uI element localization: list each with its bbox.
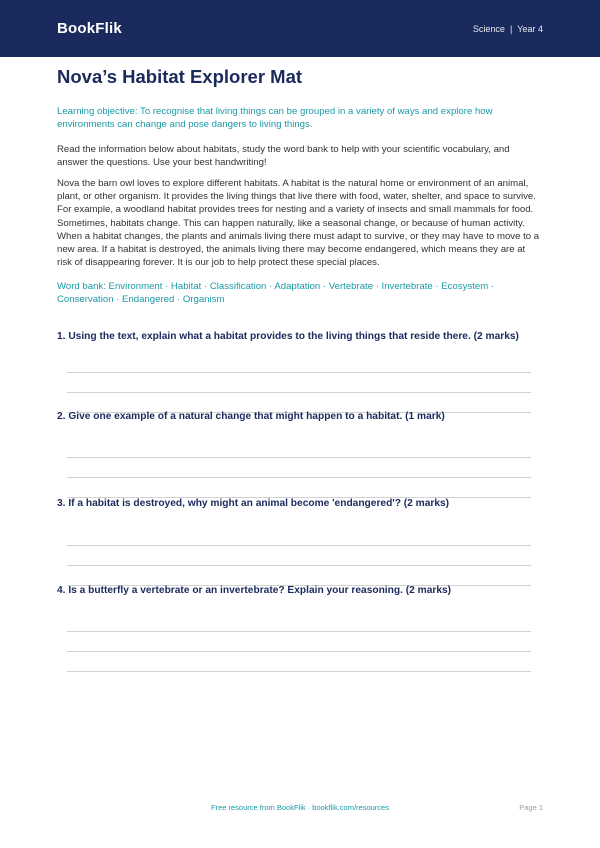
answer-line[interactable]	[67, 651, 531, 652]
answer-line[interactable]	[67, 497, 531, 498]
answer-lines-2[interactable]	[67, 457, 531, 498]
footer-source-link[interactable]: Free resource from BookFlik · bookflik.com/resources	[211, 803, 389, 812]
answer-line[interactable]	[67, 372, 531, 373]
question-4: 4. Is a butterfly a vertebrate or an invertebrate? Explain your reasoning. (2 marks)	[57, 584, 452, 596]
instructions: Read the information below about habitats, study the word bank to help with your scientific vocabulary, and answer the questions. Use your best handwriting!	[57, 144, 510, 168]
question-block-1	[57, 330, 541, 413]
page-title: Nova’s Habitat Explorer Mat	[57, 66, 303, 87]
subject-year-label	[473, 24, 543, 34]
subject-label: Science	[472, 23, 505, 34]
answer-line[interactable]	[67, 631, 531, 632]
answer-lines-1[interactable]	[67, 372, 531, 413]
question-2: 2. Give one example of a natural change that might happen to a habitat. (1 mark)	[57, 410, 445, 422]
answer-line[interactable]	[67, 392, 531, 393]
year-label: Year 4	[517, 23, 543, 34]
brand-logo: BookFlik	[57, 20, 122, 37]
answer-lines-4[interactable]	[67, 631, 531, 672]
subject-separator: |	[509, 23, 513, 34]
page-header	[0, 0, 600, 57]
answer-line[interactable]	[67, 565, 531, 566]
worksheet-content	[57, 64, 541, 672]
answer-line[interactable]	[67, 671, 531, 672]
answer-line[interactable]	[67, 545, 531, 546]
question-block-3	[57, 497, 541, 586]
reading-passage: Nova the barn owl loves to explore different habitats. A habitat is the natural home or environment of an animal, plant, or other organism. It provides the living things that live there with food, water, shelter, and space to survive. For example, a woodland habitat provides trees for nesting and a variety of insects and small mammals for food. Sometimes, habitats change. This can happen naturally, like a seasonal change, or because of human activity. When a habitat changes, the plants and animals living there must adapt to survive, or they may have to move to a new area. If a habitat is destroyed, the animals living there may become endangered, which means they are at risk of disappearing forever. It is our job to help protect these special places.	[57, 178, 540, 269]
question-block-2	[57, 410, 541, 499]
answer-lines-3[interactable]	[67, 545, 531, 586]
page-footer	[0, 803, 600, 815]
question-3: 3. If a habitat is destroyed, why might an animal become 'endangered'? (2 marks)	[57, 498, 450, 510]
page-number: Page 1	[519, 803, 543, 812]
question-1: 1. Using the text, explain what a habitat provides to the living things that reside there. (2 marks)	[57, 331, 519, 343]
learning-objective: Learning objective: To recognise that living things can be grouped in a variety of ways and explore how environments can change and pose dangers to living things.	[57, 106, 493, 130]
answer-line[interactable]	[67, 457, 531, 458]
answer-line[interactable]	[67, 477, 531, 478]
question-block-4	[57, 584, 541, 673]
word-bank: Word bank: Environment · Habitat · Classification · Adaptation · Vertebrate · Invertebrate · Ecosystem · Conservation · Endangered · Organism	[57, 281, 495, 306]
